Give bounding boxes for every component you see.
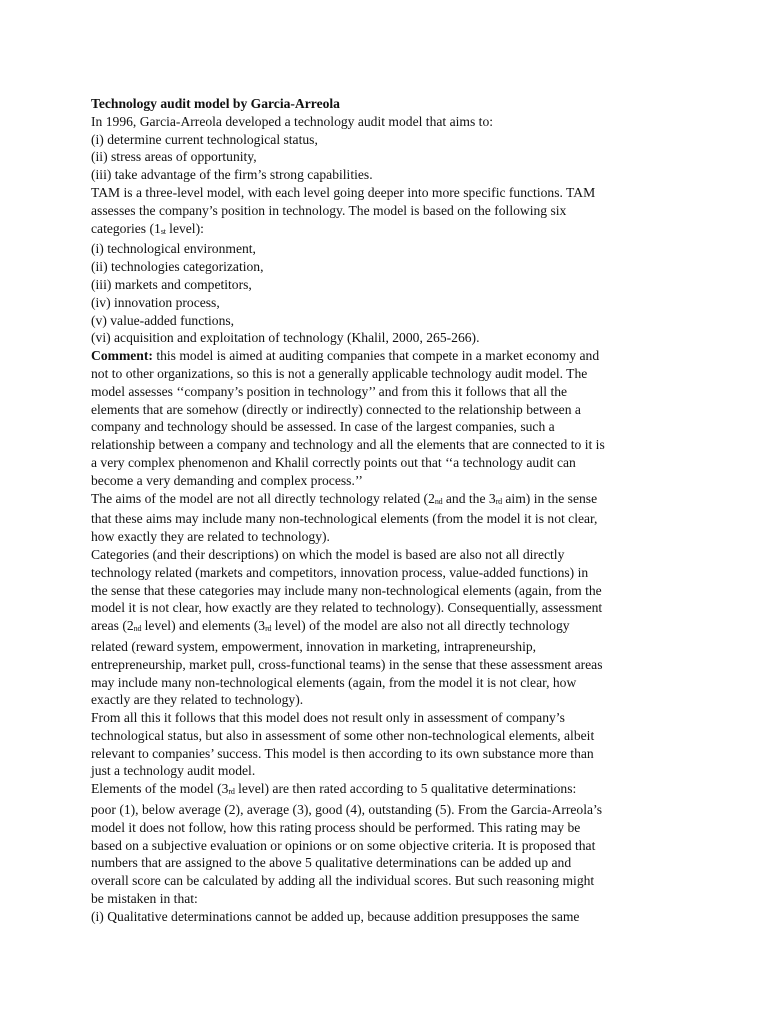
line-text: (ii) stress areas of opportunity, [91, 149, 257, 165]
text-line [91, 890, 671, 908]
text-line [91, 854, 671, 872]
text-line [91, 472, 671, 490]
document-title: Technology audit model by Garcia-Arreola [91, 96, 340, 111]
line-text: the sense that these categories may include many non-technological elements (again, from the [91, 582, 602, 598]
text-line [91, 656, 671, 674]
line-text: entrepreneurship, market pull, cross-functional teams) in the sense that these assessment areas [91, 656, 603, 672]
text-line [91, 727, 671, 745]
bold-label: Comment: [91, 348, 153, 364]
text-line [91, 312, 671, 330]
line-text: (iv) innovation process, [91, 294, 220, 310]
line-text: aim) in the sense [501, 490, 598, 506]
text-line [91, 762, 671, 780]
text-line [91, 294, 671, 312]
line-text: Elements of the model (3 [91, 781, 229, 797]
text-line [91, 148, 671, 166]
text-line [91, 436, 671, 454]
line-text: relevant to companies’ success. This model is then according to its own substance more than [91, 745, 594, 761]
text-line [91, 674, 671, 692]
text-line [91, 329, 671, 347]
text-line [91, 617, 671, 638]
line-text: become a very demanding and complex process.’’ [91, 472, 363, 488]
text-line [91, 582, 671, 600]
line-text: relationship between a company and technology and all the elements that are connected to it is [91, 437, 605, 453]
line-text: numbers that are assigned to the above 5 qualitative determinations can be added up and [91, 855, 572, 871]
text-line [91, 872, 671, 890]
line-text: may include many non-technological elements (again, from the model it is not clear, how [91, 674, 577, 690]
line-text: overall score can be calculated by adding all the individual scores. But such reasoning might [91, 873, 595, 889]
ordinal-suffix: rd [228, 787, 235, 797]
text-line [91, 220, 671, 241]
line-text: (i) technological environment, [91, 241, 256, 257]
text-line [91, 908, 671, 926]
line-text: company and technology should be assessed. In case of the largest companies, such a [91, 419, 555, 435]
text-line [91, 347, 671, 365]
text-line [91, 709, 671, 727]
text-line [91, 454, 671, 472]
line-text: elements that are somehow (directly or indirectly) connected to the relationship between a [91, 401, 581, 417]
document-body [91, 113, 671, 926]
text-line [91, 383, 671, 401]
ordinal-suffix: nd [434, 496, 443, 506]
text-line [91, 745, 671, 763]
text-line [91, 240, 671, 258]
text-line [91, 258, 671, 276]
line-text: how exactly they are related to technology). [91, 529, 330, 545]
line-text: level) of the model are also not all directly technology [271, 618, 570, 634]
line-text: (iii) take advantage of the firm’s strong capabilities. [91, 167, 373, 183]
text-line [91, 780, 671, 801]
line-text: categories (1 [91, 220, 161, 236]
line-text: be mistaken in that: [91, 891, 198, 907]
text-line [91, 837, 671, 855]
text-line [91, 599, 671, 617]
text-line [91, 691, 671, 709]
line-text: The aims of the model are not all directly technology related (2 [91, 490, 435, 506]
line-text: model it does not follow, how this rating process should be performed. This rating may be [91, 819, 581, 835]
text-line [91, 819, 671, 837]
line-text: (i) determine current technological status, [91, 131, 318, 147]
line-text: exactly are they related to technology). [91, 692, 304, 708]
line-text: technology related (markets and competitors, innovation process, value-added functions) in [91, 564, 589, 580]
line-text: areas (2 [91, 618, 134, 634]
line-text: Categories (and their descriptions) on which the model is based are also not all directly [91, 546, 565, 562]
ordinal-suffix: nd [133, 624, 142, 634]
text-line [91, 546, 671, 564]
text-line [91, 276, 671, 294]
line-text: level): [165, 220, 204, 236]
text-line [91, 401, 671, 419]
line-text: technological status, but also in assessment of some other non-technological elements, albeit [91, 727, 595, 743]
line-text: model assesses ‘‘company’s position in technology’’ and from this it follows that all the [91, 383, 568, 399]
text-line [91, 113, 671, 131]
text-line [91, 184, 671, 202]
line-text: TAM is a three-level model, with each level going deeper into more specific functions. TAM [91, 184, 596, 200]
line-text: assesses the company’s position in technology. The model is based on the following six [91, 202, 567, 218]
line-text: level) are then rated according to 5 qualitative determinations: [234, 781, 577, 797]
text-line [91, 564, 671, 582]
line-text: just a technology audit model. [91, 763, 256, 779]
line-text: From all this it follows that this model does not result only in assessment of company’s [91, 710, 565, 726]
text-line [91, 510, 671, 528]
line-text: (ii) technologies categorization, [91, 259, 264, 275]
ordinal-suffix: st [160, 226, 166, 236]
line-text: In 1996, Garcia-Arreola developed a technology audit model that aims to: [91, 113, 494, 129]
line-text: that these aims may include many non-technological elements (from the model it is not clear, [91, 511, 598, 527]
line-text: a very complex phenomenon and Khalil correctly points out that ‘‘a technology audit can [91, 454, 576, 470]
text-line [91, 490, 671, 511]
text-line [91, 528, 671, 546]
line-text: model it is not clear, how exactly are they related to technology). Consequentially, assessment [91, 600, 603, 616]
line-text: poor (1), below average (2), average (3), good (4), outstanding (5). From the Garcia-Arreola’s [91, 802, 603, 818]
line-text: (vi) acquisition and exploitation of technology (Khalil, 2000, 265-266). [91, 330, 480, 346]
line-text: related (reward system, empowerment, innovation in marketing, intrapreneurship, [91, 638, 537, 654]
line-text: (v) value-added functions, [91, 312, 235, 328]
text-line [91, 166, 671, 184]
document-page [91, 95, 671, 926]
text-line [91, 801, 671, 819]
text-line [91, 638, 671, 656]
line-text: this model is aimed at auditing companies that compete in a market economy and [152, 348, 600, 364]
line-text: (iii) markets and competitors, [91, 276, 252, 292]
ordinal-suffix: rd [265, 624, 272, 634]
line-text: based on a subjective evaluation or opinions or on some objective criteria. It is proposed that [91, 837, 596, 853]
line-text: (i) Qualitative determinations cannot be added up, because addition presupposes the same [91, 908, 580, 924]
ordinal-suffix: rd [495, 496, 502, 506]
text-line [91, 202, 671, 220]
text-line [91, 131, 671, 149]
text-line [91, 365, 671, 383]
line-text: and the 3 [442, 490, 496, 506]
text-line [91, 418, 671, 436]
line-text: not to other organizations, so this is not a generally applicable technology audit model. The [91, 365, 588, 381]
line-text: level) and elements (3 [141, 618, 266, 634]
